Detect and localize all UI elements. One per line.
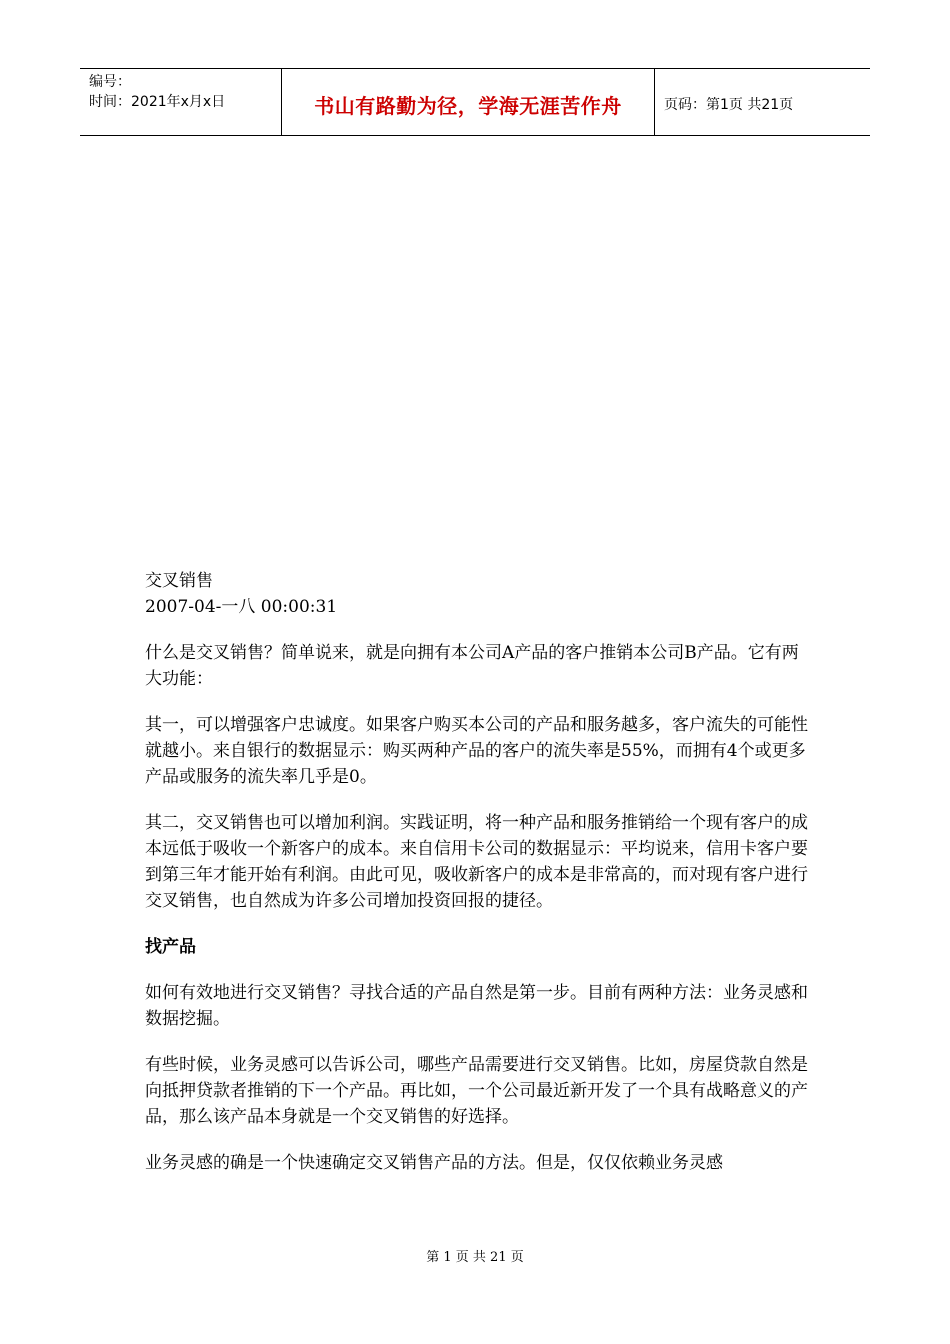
paragraph: 其二，交叉销售也可以增加利润。实践证明，将一种产品和服务推销给一个现有客户的成本远低于吸收一个新客户的成本。来自信用卡公司的数据显示：平均说来，信用卡客户要到第三年才能开始有利润。由此可见，吸收新客户的成本是非常高的，而对现有客户进行交叉销售，也自然成为许多公司增加投资回报的捷径。 (145, 813, 808, 911)
page-header (80, 68, 870, 136)
page-footer (0, 1246, 950, 1265)
paragraph: 有些时候，业务灵感可以告诉公司，哪些产品需要进行交叉销售。比如，房屋贷款自然是向抵押贷款者推销的下一个产品。再比如，一个公司最近新开发了一个具有战略意义的产品，那么该产品本身就是一个交叉销售的好选择。 (145, 1055, 808, 1127)
paragraph: 其一，可以增强客户忠诚度。如果客户购买本公司的产品和服务越多，客户流失的可能性就越小。来自银行的数据显示：购买两种产品的客户的流失率是55%，而拥有4个或更多产品或服务的流失率几乎是0。 (145, 715, 808, 787)
section-heading: 找产品 (145, 937, 196, 957)
number-label: 编号： (89, 74, 131, 90)
time-label: 时间：2021年x月x日 (89, 94, 226, 110)
header-motto-cell (282, 69, 655, 136)
page-info-text: 页码：第1页 共21页 (664, 96, 794, 113)
paragraph: 业务灵感的确是一个快速确定交叉销售产品的方法。但是，仅仅依赖业务灵感 (145, 1153, 723, 1173)
paragraph: 什么是交叉销售？简单说来，就是向拥有本公司A产品的客户推销本公司B产品。它有两大功能： (145, 643, 799, 689)
header-meta (80, 69, 282, 136)
motto-text: 书山有路勤为径，学海无涯苦作舟 (314, 94, 622, 118)
article-body (145, 568, 810, 1176)
paragraph: 如何有效地进行交叉销售？寻找合适的产品自然是第一步。目前有两种方法：业务灵感和数据挖掘。 (145, 983, 808, 1029)
article-datetime: 2007-04-一八 00:00:31 (145, 597, 338, 617)
header-page-info (655, 69, 870, 136)
article-title: 交叉销售 (145, 571, 213, 591)
footer-page-number: 第 1 页 共 21 页 (426, 1250, 524, 1265)
